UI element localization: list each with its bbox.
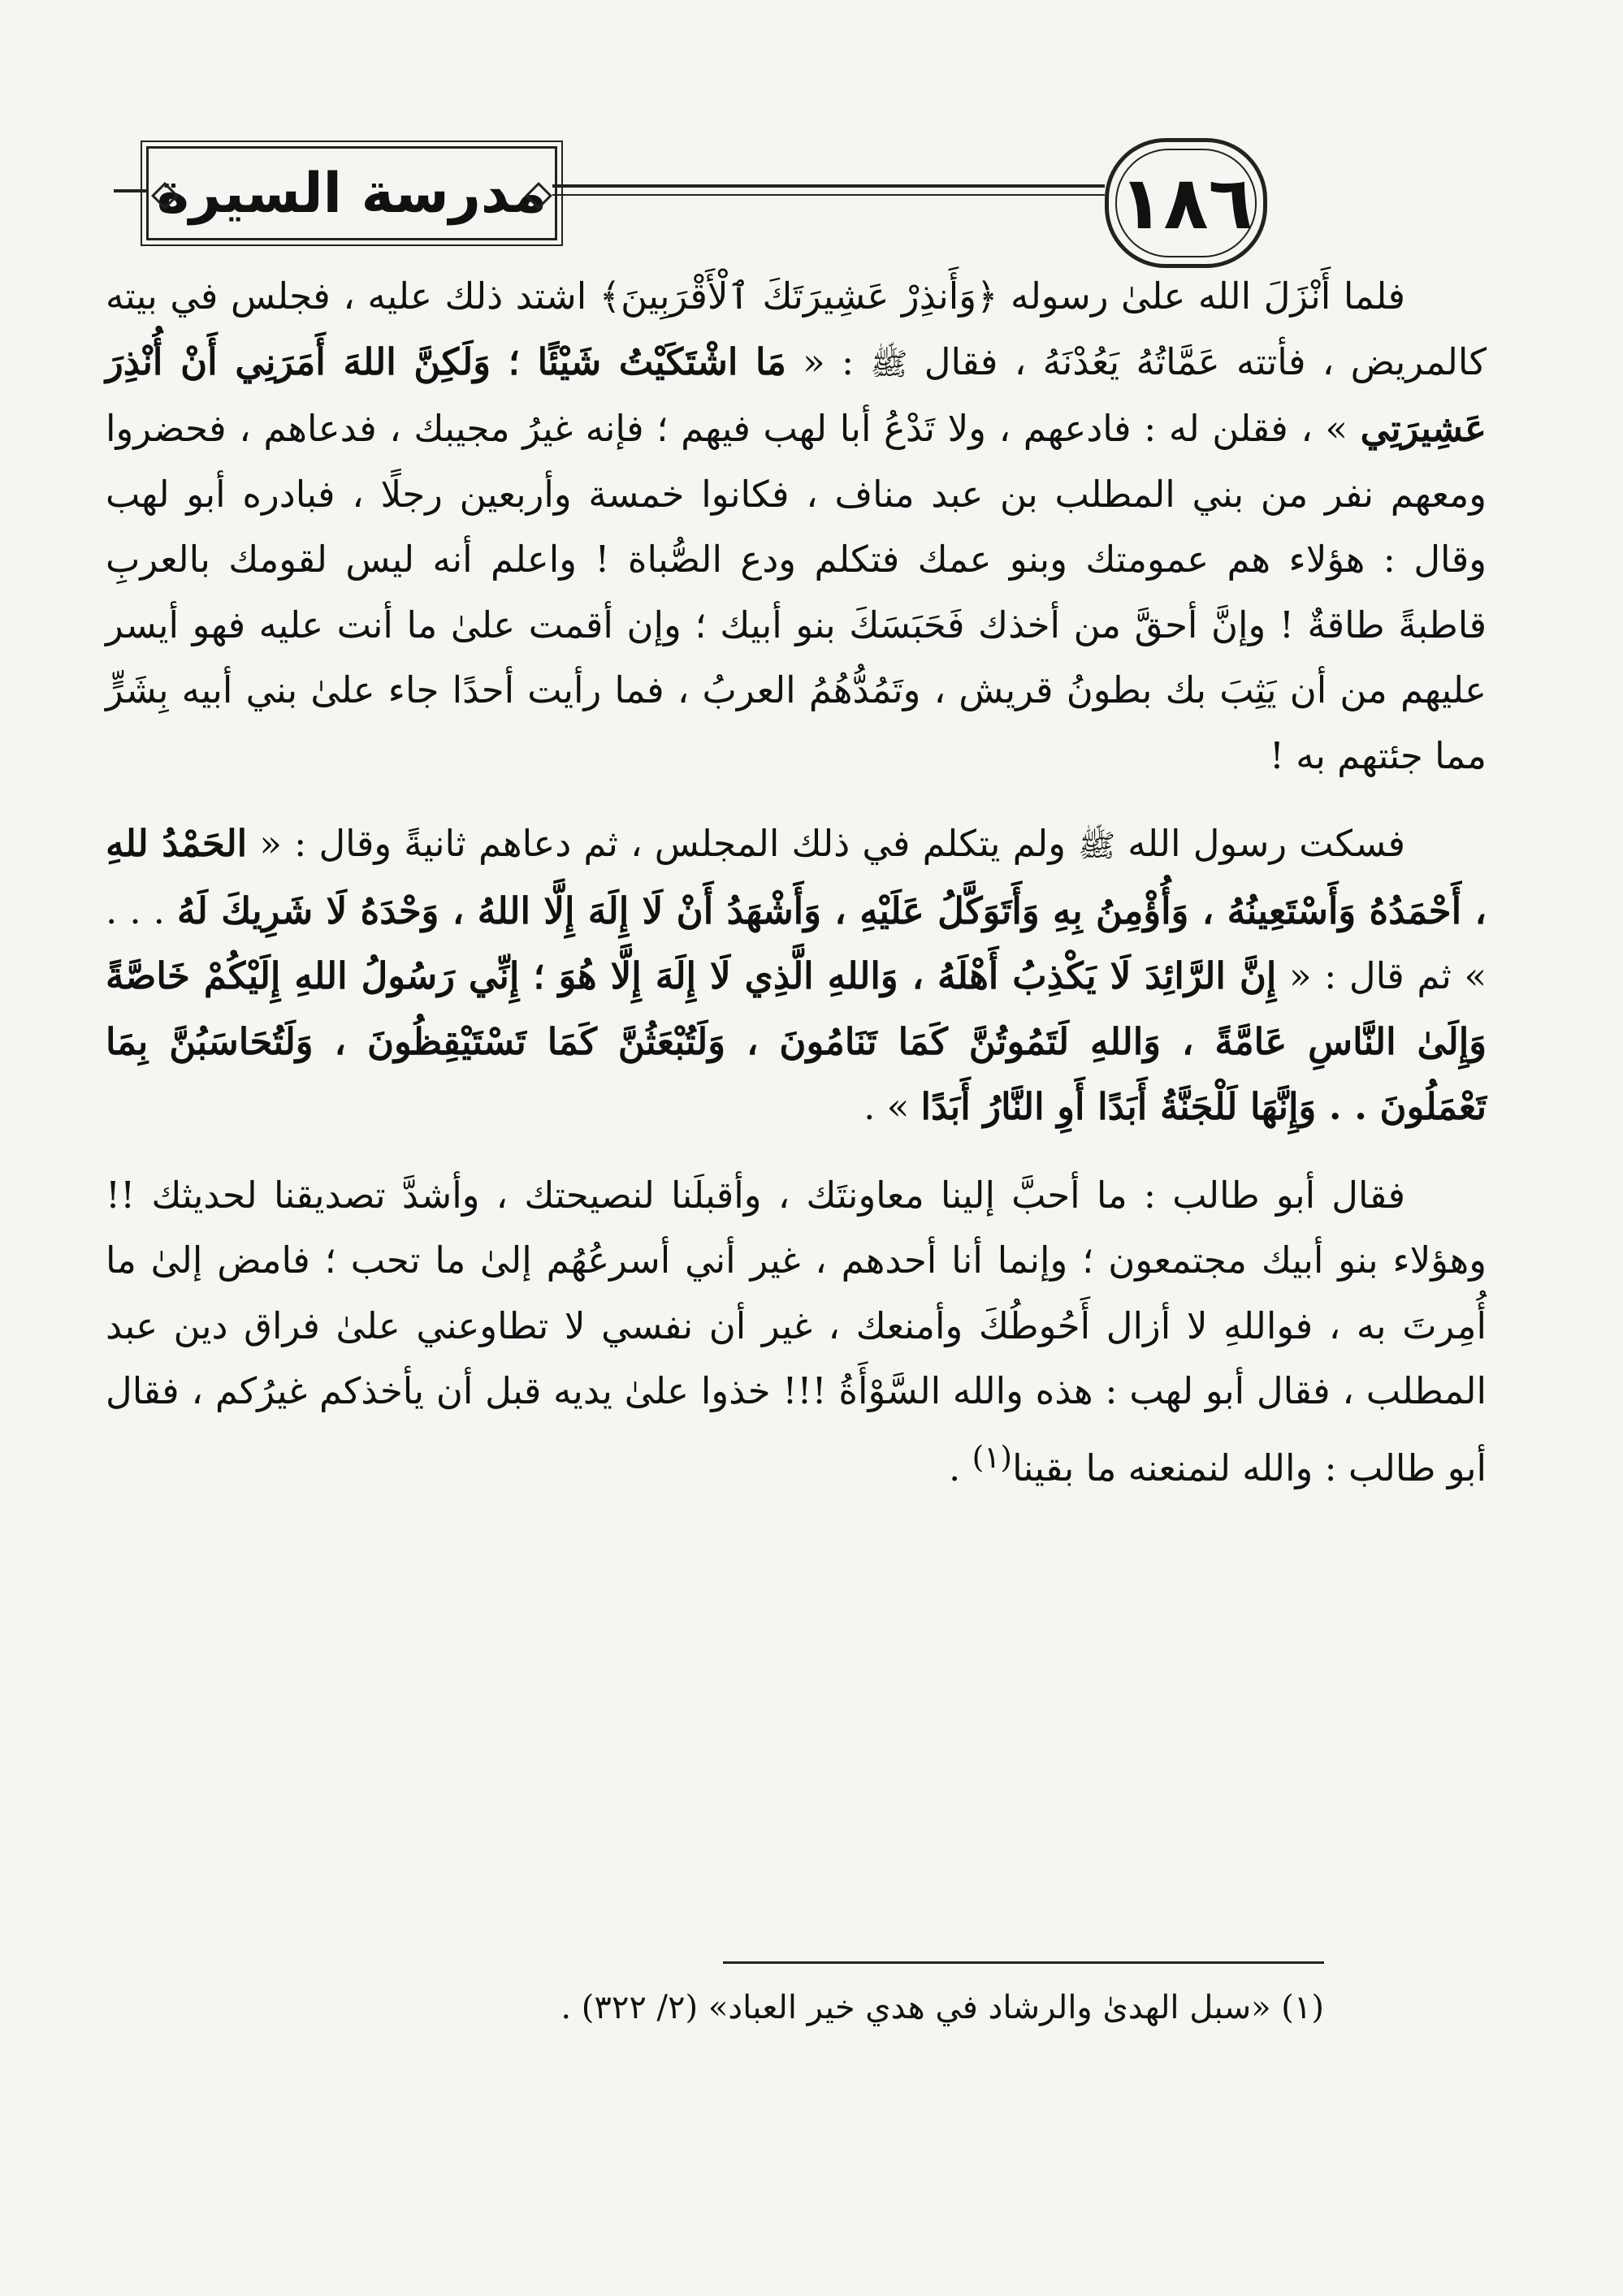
header-rule — [552, 184, 1105, 188]
header-rule — [114, 189, 146, 192]
hadith-quote: مَا اشْتَكَيْتُ شَيْئًا ؛ وَلَكِنَّ اللهَ أَمَرَنِي أَنْ أُنْذِرَ عَشِيرَتِي — [106, 339, 1487, 450]
hadith-quote: إِنَّ الرَّائِدَ لَا يَكْذِبُ أَهْلَهُ ، وَاللهِ الَّذِي لَا إِلَهَ إِلَّا هُوَ ؛ إِنِّي رَسُولُ اللهِ إِلَيْكُمْ خَاصَّةً وَإِلَىٰ النَّاسِ عَامَّةً ، وَاللهِ لَتَمُوتُنَّ كَمَا تَنَامُونَ ، وَلَتُبْعَثُنَّ كَمَا تَسْتَيْقِظُونَ ، وَلَتُحَاسَبُنَّ بِمَا تَعْمَلُونَ . . وَإِنَّهَا لَلْجَنَّةُ أَبَدًا أَوِ النَّارُ أَبَدًا — [106, 954, 1487, 1128]
footnote-marker: (١) — [972, 1438, 1013, 1475]
hadith-quote: الحَمْدُ للهِ ، أَحْمَدُهُ وَأَسْتَعِينُهُ ، وَأُؤْمِنُ بِهِ وَأَتَوَكَّلُ عَلَيْهِ ، وَأَشْهَدُ أَنْ لَا إِلَهَ إِلَّا اللهُ ، وَحْدَهُ لَا شَرِيكَ لَهُ — [106, 822, 1487, 932]
text-run: فسكت رسول الله — [1115, 822, 1405, 865]
text-run: اشتد ذلك عليه ، فجلس في بيته كالمريض ، فأتته عَمَّاتُهُ يَعُدْنَهُ ، فقال — [106, 275, 1487, 383]
header-rule — [552, 194, 1105, 196]
paragraph — [106, 1163, 1487, 1502]
text-run: . . . » ثم قال : « — [106, 889, 1487, 997]
footnote-number: (١) — [1281, 1989, 1324, 2026]
text-run: فلما أَنْزَلَ الله علىٰ رسوله — [998, 275, 1405, 318]
main-text — [106, 264, 1487, 1501]
footnote-text: «سبل الهدىٰ والرشاد في هدي خير العباد» (٢/ ٣٢٢) . — [560, 1989, 1271, 2026]
honorific: ﷺ — [1078, 828, 1116, 863]
text-run: ﴿وَأَنذِرْ عَشِيرَتَكَ ٱلْأَقْرَبِينَ﴾ — [599, 275, 998, 318]
page-number: ١٨٦ — [1119, 160, 1253, 246]
running-title: مدرسة السيرة — [156, 161, 547, 226]
text-run: » ، فقلن له : فادعهم ، ولا تَدْعُ أبا لهب فيهم ؛ فإنه غيرُ مجيبك ، فدعاهم ، فحضروا ومعهم نفر من بني المطلب بن عبد مناف ، فكانوا خمسة وأربعين رجلًا ، فبادره أبو لهب وقال : هؤلاء هم عمومتك وبنو عمك فتكلم ودع الصُّباة ! واعلم أنه ليس لقومك بالعربِ قاطبةً طاقةٌ ! وإنَّ أحقَّ من أخذك فَحَبَسَكَ بنو أبيك ؛ وإن أقمت علىٰ ما أنت عليه فهو أيسر عليهم من أن يَثِبَ بك بطونُ قريش ، وتَمُدُّهُمُ العربُ ، فما رأيت أحدًا جاء علىٰ بني أبيه بِشَرٍّ مما جئتهم به ! — [106, 407, 1487, 777]
footnote-rule — [723, 1961, 1324, 1964]
page-number-frame — [1105, 138, 1267, 268]
page-header — [114, 142, 1283, 264]
text-run: » . — [863, 1085, 921, 1128]
honorific: ﷺ — [870, 345, 908, 382]
paragraph — [106, 811, 1487, 1140]
text-run: . — [949, 1446, 972, 1490]
footnote — [106, 1982, 1324, 2034]
text-run: فقال أبو طالب : ما أحبَّ إلينا معاونتَك ، وأقبلَنا لنصيحتك ، وأشدَّ تصديقنا لحديثك !! وهؤلاء بنو أبيك مجتمعون ؛ وإنما أنا أحدهم ، غير أني أسرعُهُم إلىٰ ما تحب ؛ فامض إلىٰ ما أُمِرتَ به ، فواللهِ لا أزال أَحُوطُكَ وأمنعك ، غير أن نفسي لا تطاوعني علىٰ فراق دين عبد المطلب ، فقال أبو لهب : هذه والله السَّوْأَةُ !!! خذوا علىٰ يديه قبل أن يأخذكم غيرُكم ، فقال أبو طالب : والله لنمنعنه ما بقينا — [106, 1173, 1487, 1490]
text-run: ولم يتكلم في ذلك المجلس ، ثم دعاهم ثانيةً وقال : « — [247, 822, 1079, 865]
paragraph — [106, 264, 1487, 789]
running-title-frame — [146, 146, 557, 240]
text-run: : « — [786, 339, 871, 383]
